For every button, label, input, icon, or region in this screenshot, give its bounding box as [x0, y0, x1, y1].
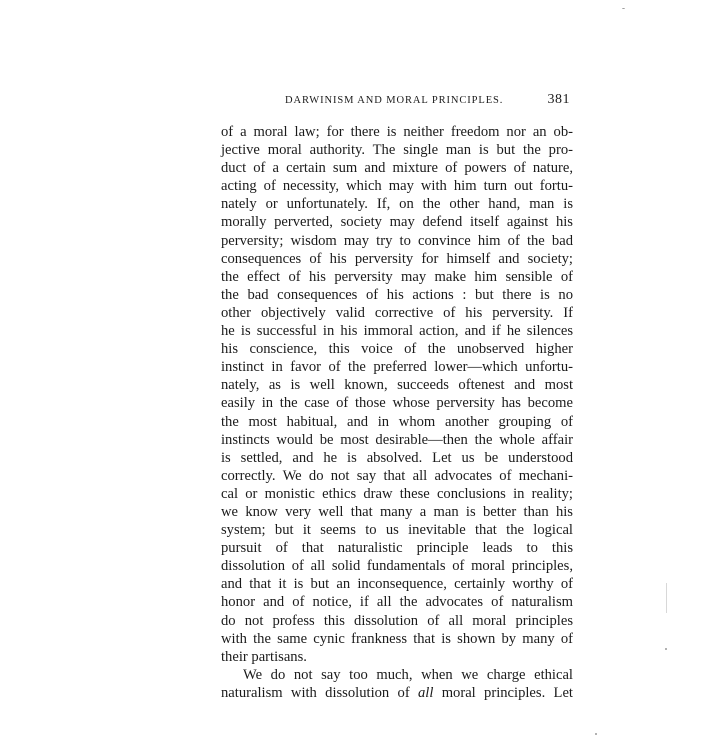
text-line: consequences of his perversity for himself and society;	[221, 250, 573, 267]
text-line: the effect of his perversity may make him sensible of	[221, 268, 573, 285]
text-line: jective moral authority. The single man is but the pro-	[221, 142, 573, 159]
text-line: the bad consequences of his actions : but there is no	[221, 286, 573, 303]
text-line: perversity; wisdom may try to convince him of the bad	[221, 232, 573, 249]
text-line: nately, as is well known, succeeds oftenest and most	[221, 377, 573, 394]
text-line: nately or unfortunately. If, on the other hand, man is	[221, 196, 573, 213]
text-line: other objectively valid corrective of his perversity. If	[221, 304, 573, 321]
text-line: do not profess this dissolution of all moral principles	[221, 612, 573, 629]
scan-speck	[622, 8, 625, 9]
text-line: we know very well that many a man is better than his	[221, 503, 573, 520]
text-run: moral principles. Let	[433, 684, 573, 701]
running-title: DARWINISM AND MORAL PRINCIPLES.	[285, 95, 504, 106]
text-line: cal or monistic ethics draw these conclusions in reality;	[221, 485, 573, 502]
text-line: he is successful in his immoral action, and if he silences	[221, 323, 573, 340]
text-line: system; but it seems to us inevitable that the logical	[221, 522, 573, 539]
scan-speck	[595, 733, 597, 735]
text-line: instinct in favor of the preferred lower—which unfortu-	[221, 359, 573, 376]
text-line: is settled, and he is absolved. Let us be understood	[221, 449, 573, 466]
text-line: easily in the case of those whose perversity has become	[221, 395, 573, 412]
text-line: We do not say too much, when we charge ethical	[243, 666, 573, 683]
text-line: his conscience, this voice of the unobserved higher	[221, 341, 573, 358]
scan-speck	[666, 583, 667, 613]
page-number: 381	[547, 92, 570, 107]
text-line: and that it is but an inconsequence, certainly worthy of	[221, 576, 573, 593]
scan-speck	[665, 648, 667, 650]
text-line: duct of a certain sum and mixture of powers of nature,	[221, 160, 573, 177]
text-run: naturalism with dissolution of	[221, 684, 418, 701]
running-head	[222, 92, 572, 112]
italic-emphasis: all	[417, 684, 434, 701]
text-line: correctly. We do not say that all advocates of mechani-	[221, 467, 573, 484]
body-text	[221, 123, 573, 702]
text-line: with the same cynic frankness that is shown by many of	[221, 630, 573, 647]
text-line-with-italic	[221, 684, 573, 702]
text-line: dissolution of all solid fundamentals of moral principles,	[221, 558, 573, 575]
text-line: their partisans.	[221, 648, 307, 665]
paragraph	[221, 123, 573, 666]
text-line: the most habitual, and in whom another grouping of	[221, 413, 573, 430]
text-line: of a moral law; for there is neither freedom nor an ob-	[221, 124, 573, 140]
text-line: acting of necessity, which may with him turn out fortu-	[221, 178, 573, 195]
paragraph	[221, 666, 573, 702]
text-line: pursuit of that naturalistic principle leads to this	[221, 540, 573, 557]
text-line: morally perverted, society may defend itself against his	[221, 214, 573, 231]
text-line: honor and of notice, if all the advocates of naturalism	[221, 594, 573, 611]
text-line: instincts would be most desirable—then the whole affair	[221, 431, 573, 448]
